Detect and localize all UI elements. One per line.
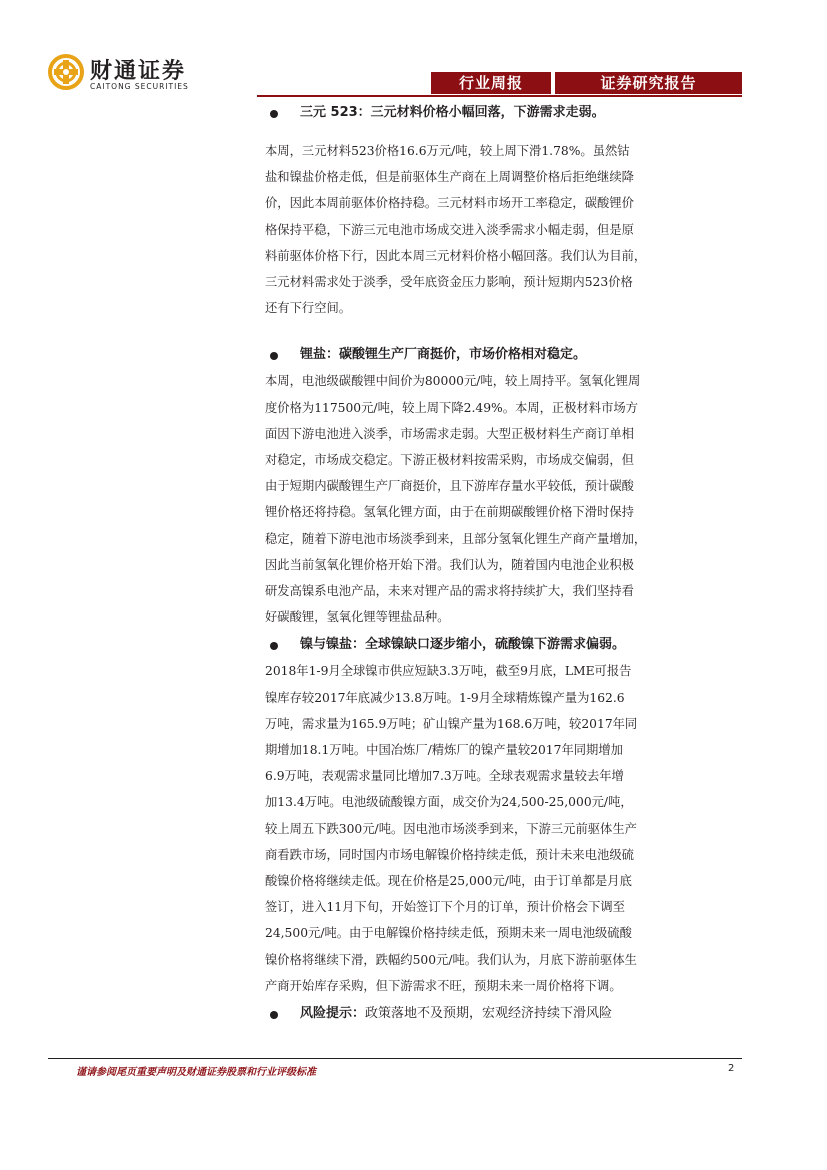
caitong-logo-icon	[48, 54, 84, 90]
section-paragraph: 本周，三元材料523价格16.6万元/吨，较上周下滑1.78%。虽然钴 盐和镍盐价格走低，但是前驱体生产商在上周调整价格后拒绝继续降 价，因此本周前驱体价格持稳。三元材料市场开工率稳定，碳酸锂价 格保持平稳，下游三元电池市场成交进入淡季需求小幅走弱，但是原 料前驱体价格下行，因此本周三元材料价格小幅回落。我们认为目前， 三元材料需求处于淡季，受年底资金压力影响，预计短期内523价格 还有下行空间。	[265, 144, 647, 316]
footer-divider	[48, 1058, 742, 1059]
logo-english-name: CAITONG SECURITIES	[90, 82, 189, 91]
section-paragraph: 2018年1-9月全球镍市供应短缺3.3万吨，截至9月底，LME可报告 镍库存较2017年底减少13.8万吨。1-9月全球精炼镍产量为162.6 万吨，需求量为165.9万吨；矿山镍产量为168.6万吨，较2017年同 期增加18.1万吨。中国冶炼厂/精炼厂的镍产量较2017年同期增加 6.9万吨，表观需求量同比增加7.3万吨。全球表观需求量较去年增 加13.4万吨。电池级硫酸镍方面，成交价为24,500-25,000元/吨， 较上周五下跌300元/吨。因电池市场淡季到来，下游三元前驱体生产 商看跌市场，同时国内市场电解镍价格持续走低，预计未来电池级硫 酸镍价格将继续走低。现在价格是25,000元/吨，由于订单都是月底 签订，进入11月下旬，开始签订下个月的订单，预计价格会下调至 24,500元/吨。由于电解镍价格持续走低，预期未来一周电池级硫酸 镍价格将继续下滑，跌幅约500元/吨。我们认为，月底下游前驱体生 产商开始库存采购，但下游需求不旺，预期未来一周价格将下调。	[265, 664, 638, 993]
company-logo	[48, 52, 218, 94]
section-title: 锂盐：碳酸锂生产厂商挺价，市场价格相对稳定。	[300, 347, 587, 363]
risk-text: 政策落地不及预期，宏观经济持续下滑风险	[365, 1006, 613, 1022]
bullet-icon	[270, 352, 278, 360]
logo-chinese-name: 财通证券	[90, 59, 187, 84]
report-body	[265, 102, 735, 1025]
section-heading	[265, 634, 735, 656]
bullet-icon	[270, 642, 278, 650]
report-type-tag: 行业周报	[431, 72, 551, 94]
section-lithium-salt	[265, 344, 735, 630]
section-heading	[265, 344, 735, 366]
section-title: 三元 523：三元材料价格小幅回落，下游需求走弱。	[300, 105, 605, 120]
risk-warning	[265, 1003, 735, 1025]
page-number: 2	[728, 1063, 735, 1074]
bullet-icon	[270, 110, 278, 118]
section-title: 镍与镍盐：全球镍缺口逐步缩小，硫酸镍下游需求偏弱。	[300, 637, 626, 653]
bullet-icon	[270, 1011, 278, 1019]
risk-label: 风险提示：	[300, 1006, 366, 1022]
header-divider	[257, 95, 742, 97]
disclaimer-note: 谨请参阅尾页重要声明及财通证券股票和行业评级标准	[76, 1067, 316, 1078]
section-ternary-523	[265, 102, 735, 321]
report-category-tag: 证券研究报告	[555, 72, 742, 94]
section-paragraph: 本周，电池级碳酸锂中间价为80000元/吨，较上周持平。氢氧化锂周 度价格为117500元/吨，较上周下降2.49%。本周，正极材料市场方 面因下游电池进入淡季，市场需求走弱。大型正极材料生产商订单相 对稳定，市场成交稳定。下游正极材料按需采购，市场成交偏弱，但 由于短期内碳酸锂生产厂商挺价，且下游库存量水平较低，预计碳酸 锂价格还将持稳。氢氧化锂方面，由于在前期碳酸锂价格下滑时保持 稳定，随着下游电池市场淡季到来，且部分氢氧化锂生产商产量增加， 因此当前氢氧化锂价格开始下滑。我们认为，随着国内电池企业积极 研发高镍系电池产品，未来对锂产品的需求将持续扩大，我们坚持看 好碳酸锂，氢氧化锂等锂盐品种。	[265, 374, 647, 625]
section-nickel	[265, 634, 735, 999]
section-heading	[265, 102, 735, 124]
